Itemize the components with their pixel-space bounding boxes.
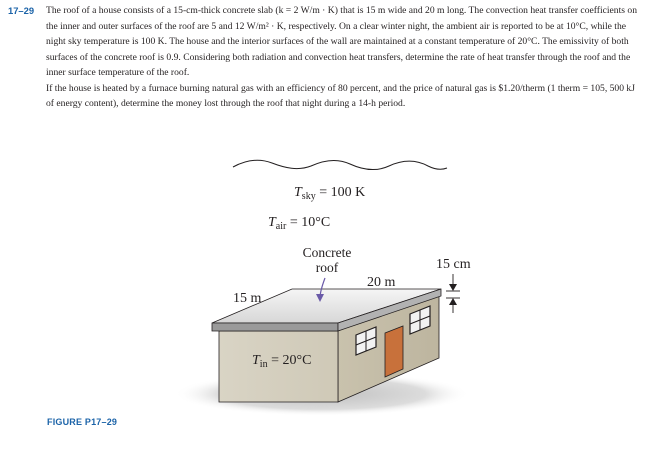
roof-slab-front-edge <box>212 323 338 331</box>
thickness-label: 15 cm <box>436 257 471 272</box>
thickness-dimension-arrows <box>446 274 460 313</box>
t-air-label: $T_{air} = 10^\circ C$ <box>268 215 331 232</box>
problem-paragraph-2: If the house is heated by a furnace burning natural gas with an efficiency of 80 percent, and the price of natural gas is $1.20/therm (1 therm = 105, 500 kJ of energy content), determine the money lost through the roof that night during a 14-h period. <box>46 82 635 109</box>
figure-caption: FIGURE P17–29 <box>47 417 118 427</box>
concrete-roof-label-line1: Concrete <box>302 245 352 260</box>
door <box>385 326 403 377</box>
t-sky-label: $T_{sky} = 100$ K <box>294 185 366 202</box>
problem-paragraph-1: The roof of a house consists of a 15-cm-thick concrete slab (k = 2 W/m · K) that is 15 m wide and 20 m long. The convection heat transfer coefficients on the inner and outer surfaces of the roof are 5 and 12 W/m² · K, respectively. On a clear winter night, the ambient air is reported to be at 10°C, while the night sky temperature is 100 K. The house and the interior surfaces of the wall are maintained at a constant temperature of 20°C. The emissivity of both surfaces of the concrete roof is 0.9. Considering both radiation and convection heat transfers, determine the rate of heat transfer through the roof and the inner surface temperature of the roof. <box>46 5 637 78</box>
sky-wave-line <box>233 160 447 169</box>
t-in-label: $T_{in} = 20^\circ C$ <box>252 353 312 370</box>
roof-length-label: 20 m <box>367 275 396 290</box>
roof-width-label: 15 m <box>233 291 262 306</box>
problem-number: 17–29 <box>8 5 35 16</box>
concrete-roof-label-line2: roof <box>315 260 339 275</box>
